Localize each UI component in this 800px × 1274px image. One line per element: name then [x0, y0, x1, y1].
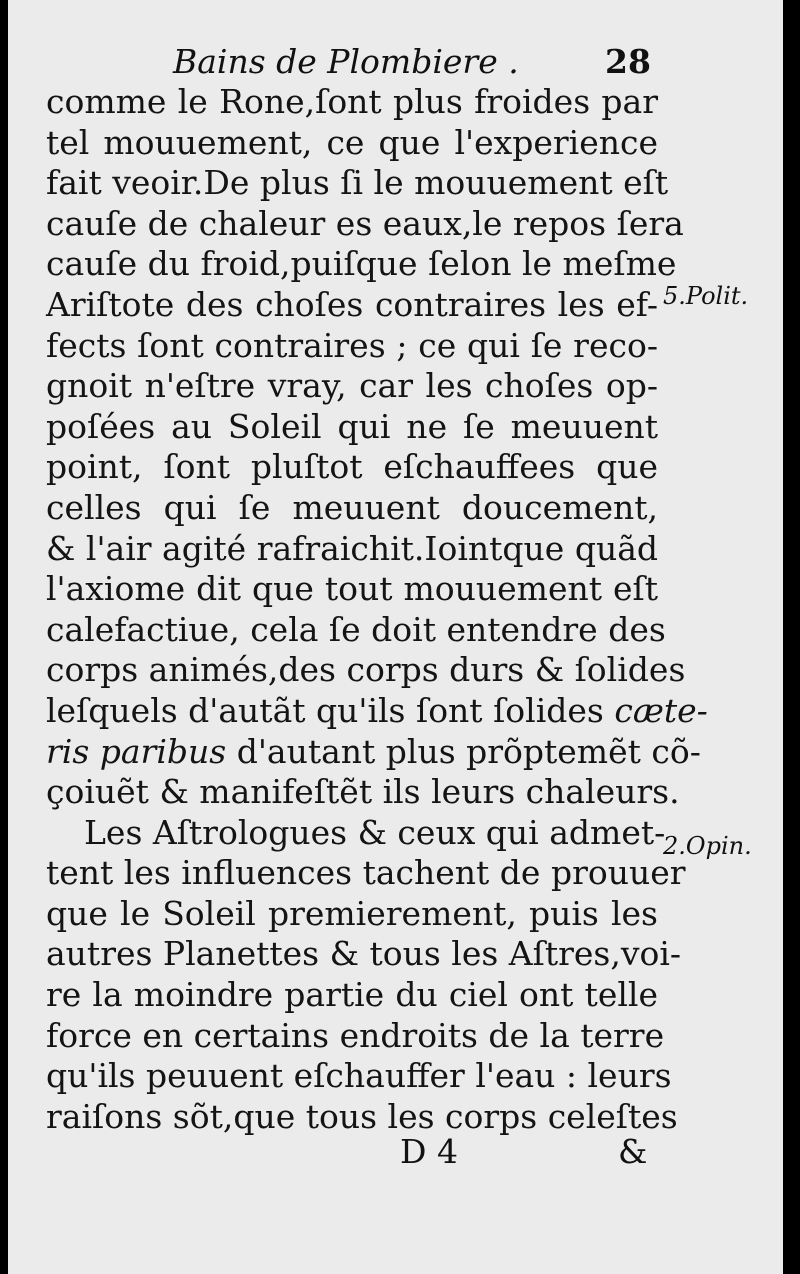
margin-note: 5.Polit. [663, 282, 749, 310]
text-line: çoiuẽt & manifeſtẽt ils leurs chaleurs. [46, 772, 680, 812]
text-line: l'axiome dit que tout mouuement eſt [46, 569, 658, 609]
text-line: celles qui ſe meuuent doucement, [46, 487, 658, 527]
margin-note: 2.Opin. [663, 832, 752, 860]
text-line [46, 690, 708, 732]
text-line: Ariſtote des choſes contraires les ef- [46, 284, 658, 324]
signature-mark: D 4 [400, 1132, 458, 1171]
text-line [46, 731, 701, 773]
text-line: qu'ils peuuent eſchauffer l'eau : leurs [46, 1056, 672, 1096]
text-line: re la moindre partie du ciel ont telle [46, 975, 658, 1015]
text-line: tent les influences tachent de prouuer [46, 853, 686, 893]
text-line: poſées au Soleil qui ne ſe meuuent [46, 406, 658, 446]
text-segment: leſquels d'autãt qu'ils ſont ſolides [46, 690, 604, 730]
page-footer [8, 1132, 783, 1182]
text-line: corps animés,des corps durs & ſolides [46, 650, 686, 690]
text-segment: d'autant plus prõptemẽt cõ- [236, 731, 701, 771]
text-line: gnoit n'eſtre vray, car les choſes op- [46, 366, 658, 406]
text-line: que le Soleil premierement, puis les [46, 893, 658, 933]
text-line: force en certains endroits de la terre [46, 1015, 665, 1055]
running-title: Bains de Plombiere . [173, 42, 519, 81]
book-page [8, 0, 783, 1274]
text-line: tel mouuement, ce que l'experience [46, 122, 658, 162]
text-line: autres Planettes & tous les Aſtres,voi- [46, 934, 682, 974]
text-line: comme le Rone,ſont plus froides par [46, 82, 658, 121]
page-number: 28 [605, 42, 651, 81]
text-line: point, ſont pluſtot eſchauffees que [46, 447, 658, 487]
text-line: raiſons sõt,que tous les corps celeſtes [46, 1096, 678, 1136]
catchword: & [618, 1132, 648, 1171]
italic-phrase: cæte- [614, 690, 708, 730]
paragraph-first-line: Les Aſtrologues & ceux qui admet- [84, 812, 666, 852]
text-line: & l'air agité rafraichit.Iointque quãd [46, 528, 658, 568]
text-line: calefactiue, cela ſe doit entendre des [46, 609, 666, 649]
text-line: cauſe de chaleur es eaux,le repos ſera [46, 203, 684, 243]
text-line: fects ſont contraires ; ce qui ſe reco- [46, 325, 658, 365]
text-line: fait veoir.De plus ſi le mouuement eſt [46, 163, 669, 203]
text-line: cauſe du froid,puiſque ſelon le meſme [46, 244, 677, 284]
italic-phrase: ris paribus [46, 731, 227, 771]
